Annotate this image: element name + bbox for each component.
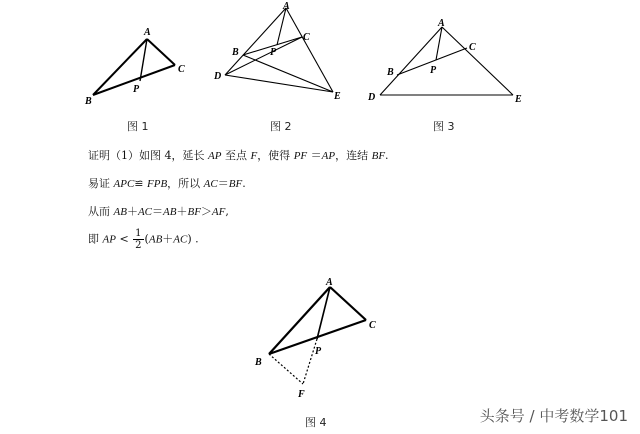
label-a: A (283, 1, 290, 12)
segment-ae (442, 27, 513, 95)
label-b: B (85, 96, 92, 107)
label-d: D (368, 92, 376, 103)
label-b: B (255, 357, 262, 368)
label-b: B (387, 67, 394, 78)
label-b: B (232, 47, 239, 58)
proof-line-3: 从而 AB＋AC＝AB＋BF＞AF, (88, 205, 229, 218)
segment-ae (286, 8, 333, 92)
label-f: F (298, 389, 305, 400)
label-c: C (303, 32, 310, 43)
watermark: 头条号 / 中考数学101 (479, 407, 628, 425)
segment-be (243, 55, 333, 92)
label-c: C (369, 320, 376, 331)
segment-ad (225, 8, 286, 75)
label-c: C (178, 64, 185, 75)
caption-fig2: 图 2 (270, 120, 292, 133)
fraction-one-half: $\frac{1}{2}$ (135, 228, 142, 251)
proof-line-4: 即 AP < $\frac{1}{2}$ (AB＋AC) . (88, 228, 199, 251)
label-p: P (270, 47, 277, 58)
figure-4 (245, 272, 395, 407)
label-a: A (144, 27, 151, 38)
figure-3 (360, 15, 530, 105)
label-p: P (133, 84, 140, 95)
label-d: D (214, 71, 222, 82)
label-e: E (515, 94, 522, 105)
label-c: C (469, 42, 476, 53)
figure-1 (80, 25, 195, 110)
segment-de (225, 75, 333, 92)
label-p: P (315, 346, 322, 357)
label-a: A (326, 277, 333, 288)
segment-ac (330, 287, 366, 320)
segment-ac (147, 39, 175, 65)
proof-line-1: 证明（1）如图 4，延长 AP 至点 F，使得 PF ＝AP，连结 BF. (88, 149, 389, 162)
label-a: A (438, 18, 445, 29)
segment-bf-dotted (269, 354, 303, 384)
proof-line-2: 易证 APC≌ FPB，所以 AC＝BF. (88, 177, 246, 190)
caption-fig4: 图 4 (305, 416, 327, 429)
label-p: P (430, 65, 437, 76)
caption-fig1: 图 1 (127, 120, 149, 133)
caption-fig3: 图 3 (433, 120, 455, 133)
label-e: E (334, 91, 341, 102)
figure-2 (210, 0, 350, 105)
